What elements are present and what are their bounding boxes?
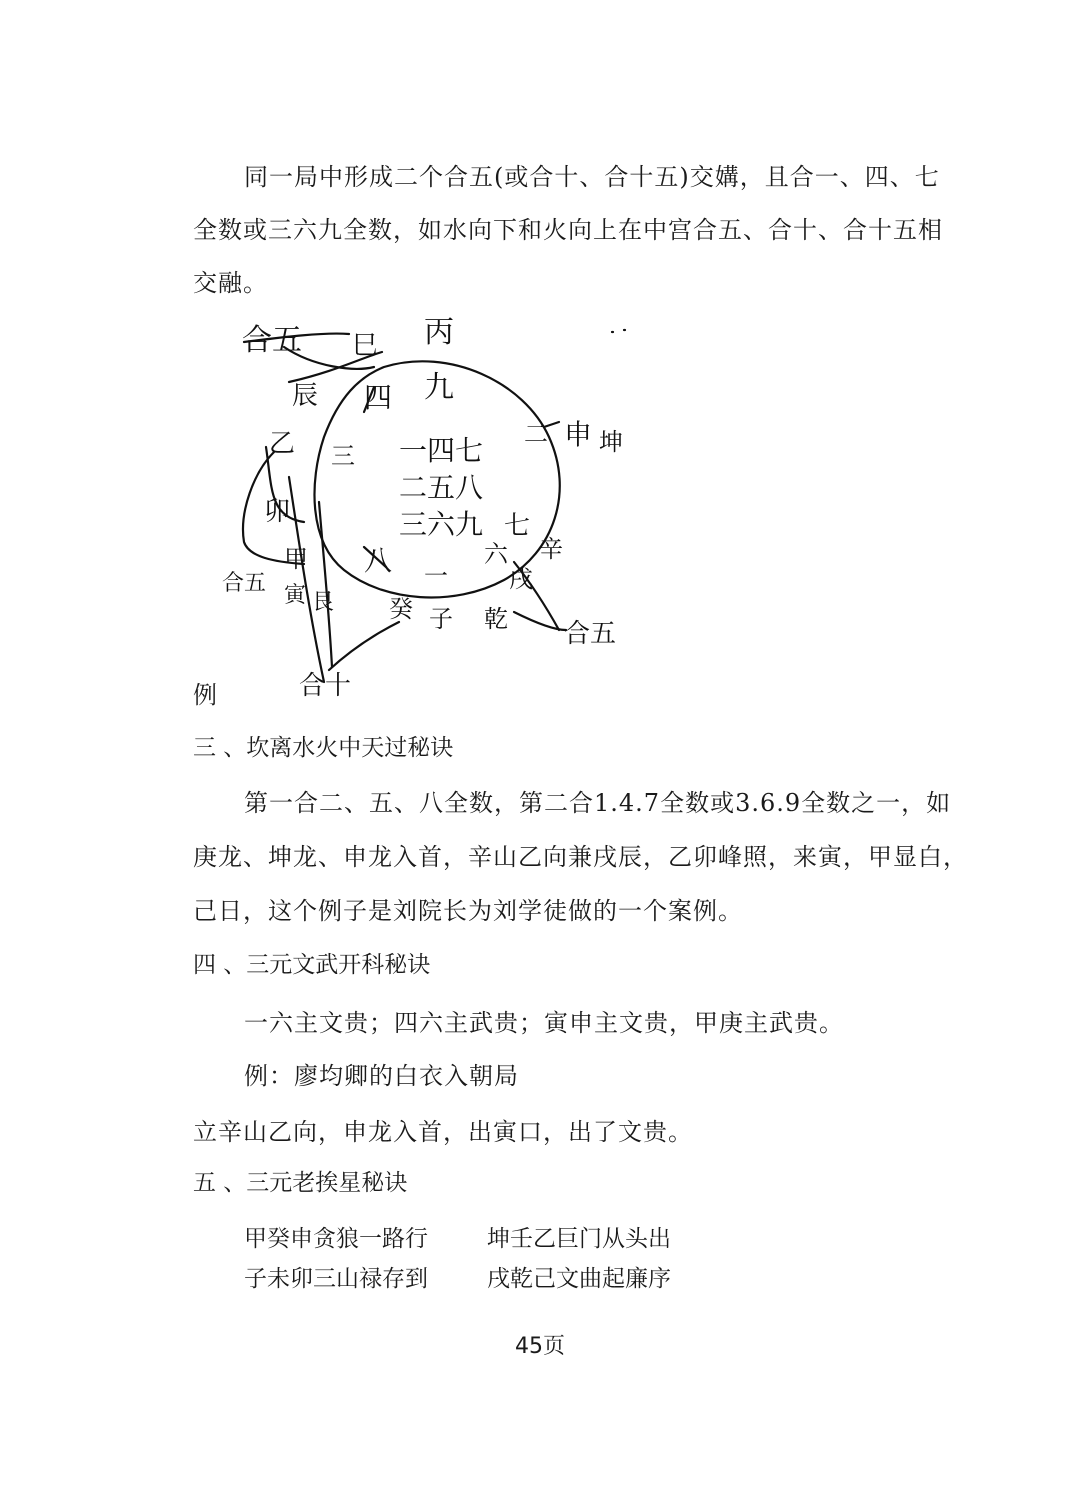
label-chen: 辰 [292, 381, 319, 411]
section3-line-1: 第一合二、五、八全数，第二合1.4.7全数或3.6.9全数之一，如 [244, 789, 952, 817]
label-xu: 戌 [509, 565, 533, 593]
label-he-wu-left: 合五 [222, 571, 267, 596]
label-jiu: 九 [424, 370, 454, 405]
poem-left-2: 子未卯三山禄存到 [244, 1266, 428, 1292]
label-xin: 辛 [539, 535, 563, 563]
section4-line-1: 一六主文贵；四六主武贵；寅申主文贵，甲庚主武贵。 [244, 1009, 844, 1037]
example-label: 例 [193, 681, 218, 709]
label-top-left: 合五 [242, 323, 302, 358]
label-san: 三 [331, 442, 355, 470]
label-yin: 寅 [284, 583, 307, 608]
label-zi: 子 [429, 605, 453, 633]
label-jia: 甲 [284, 545, 308, 573]
label-bing: 丙 [424, 315, 454, 350]
label-ba: 八 [364, 544, 393, 577]
section4-heading: 四 、三元文武开科秘诀 [193, 952, 431, 978]
label-si: 巳 [352, 331, 379, 361]
label-qi: 七 [504, 511, 531, 541]
label-qian: 乾 [484, 605, 508, 633]
label-grid-row-3: 三六九 [399, 508, 484, 541]
section4-line-2: 例：廖均卿的白衣入朝局 [244, 1062, 519, 1090]
poem-right-2: 戌乾己文曲起廉序 [487, 1266, 671, 1292]
label-kun: 坤 [599, 428, 623, 456]
section4-line-3: 立辛山乙向，申龙入首，出寅口，出了文贵。 [193, 1118, 693, 1146]
label-shen-num: 二 [524, 420, 548, 448]
intro-line-1: 同一局中形成二个合五(或合十、合十五)交媾，且合一、四、七 [244, 163, 940, 191]
label-grid-row-2: 二五八 [399, 471, 484, 504]
section5-heading: 五 、三元老挨星秘诀 [193, 1170, 408, 1196]
label-liu: 六 [484, 540, 508, 568]
section3-line-2: 庚龙、坤龙、申龙入首，辛山乙向兼戌辰，乙卯峰照，来寅，甲显白， [193, 843, 968, 871]
intro-line-2: 全数或三六九全数，如水向下和火向上在中宫合五、合十、合十五相 [193, 216, 943, 244]
label-shen: 申 [564, 418, 593, 451]
label-grid-row-1: 一四七 [399, 434, 484, 467]
label-mao: 卯 [264, 497, 291, 527]
sketch-labels [222, 315, 623, 701]
section3-line-3: 己日，这个例子是刘院长为刘学徒做的一个案例。 [193, 897, 743, 925]
stroke-bottom-link [329, 622, 399, 670]
label-yi: 乙 [269, 429, 296, 459]
label-gen: 艮 [312, 590, 335, 615]
handdrawn-compass-sketch [214, 312, 644, 707]
intro-line-3: 交融。 [193, 269, 268, 297]
poem-left-1: 甲癸申贪狼一路行 [244, 1226, 428, 1252]
label-si-inner: 四 [364, 381, 393, 414]
poem-right-1: 坤壬乙巨门从头出 [487, 1226, 671, 1252]
label-gui: 癸 [389, 595, 413, 623]
stroke-diagonal-b [319, 502, 332, 667]
page-number: 45页 [515, 1334, 565, 1359]
label-he-shi: 合十 [299, 671, 352, 701]
label-yi-num: 一 [424, 562, 448, 590]
label-he-wu-right: 合五 [564, 619, 617, 649]
section3-heading: 三 、坎离水火中天过秘诀 [193, 735, 454, 761]
